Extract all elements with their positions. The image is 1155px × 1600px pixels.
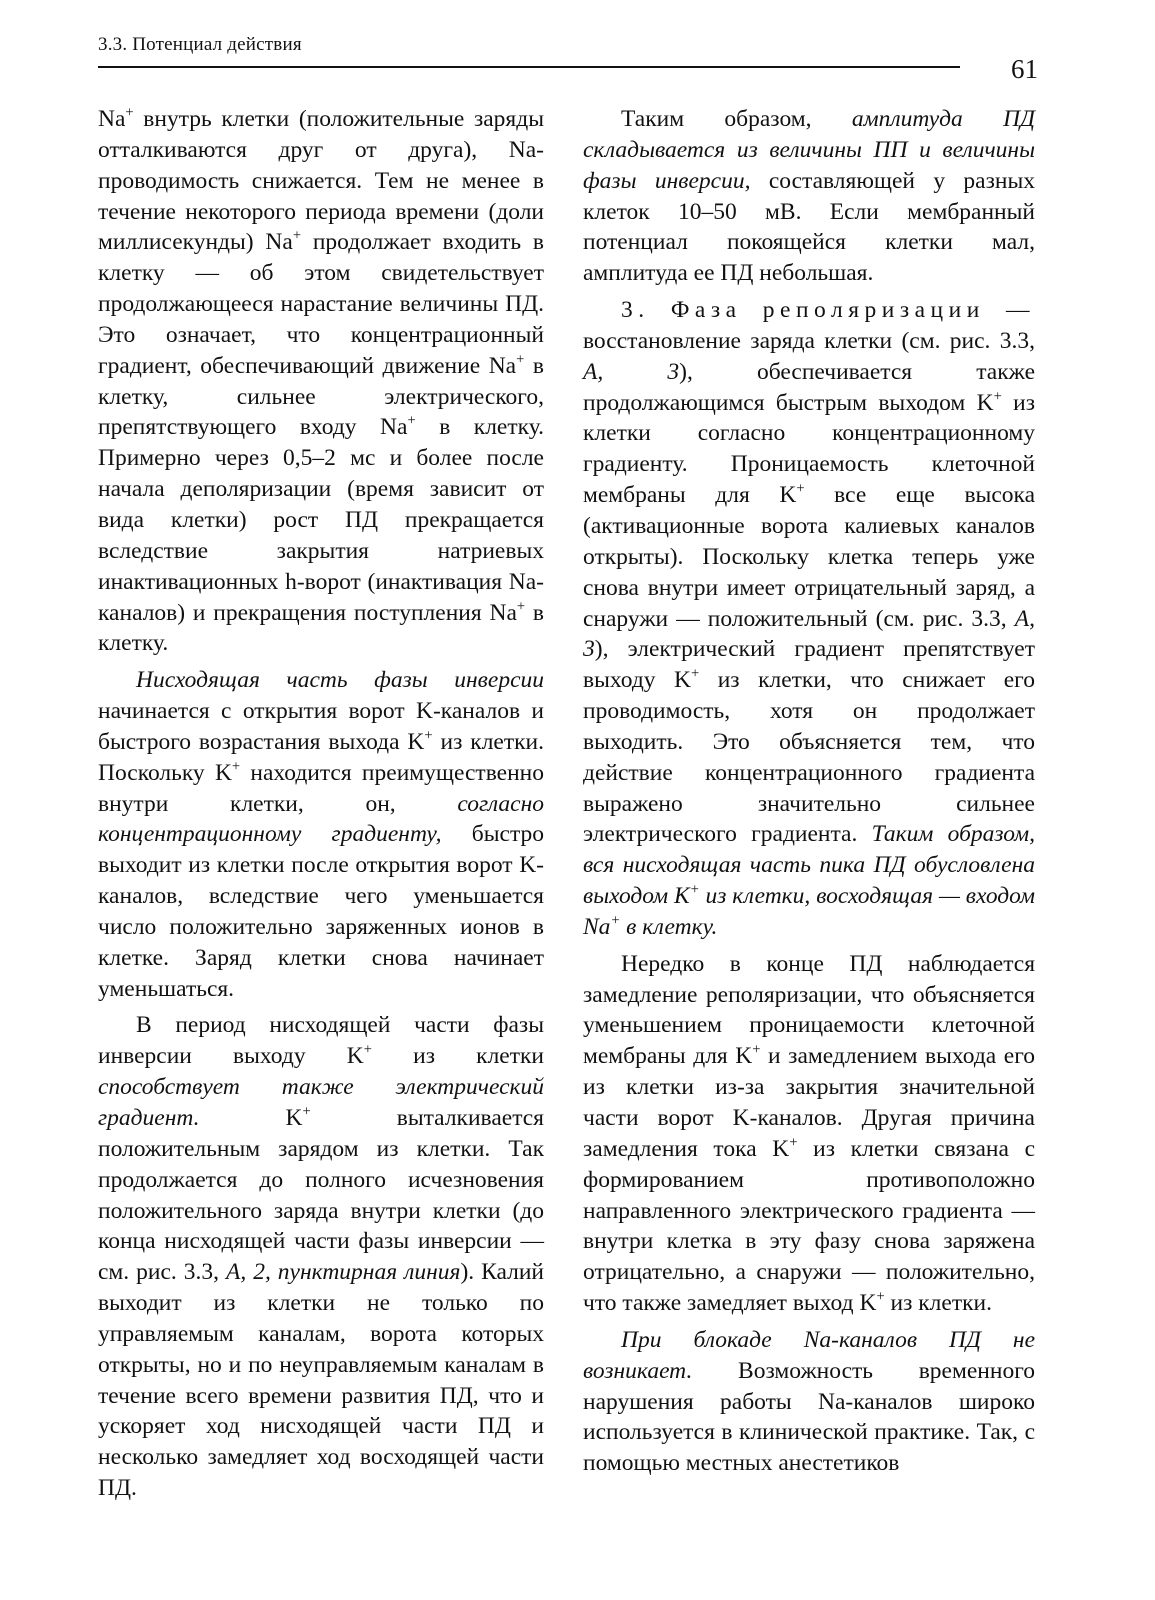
text-run: быстро выходит из клетки после открытия ворот K-каналов, вследствие чего уменьшается число положительно заряженных ионов в клетке. Заряд клетки снова начинает уменьшаться. — [98, 821, 544, 1002]
paragraph — [98, 1010, 544, 1504]
superscript-plus: + — [407, 412, 416, 429]
text-run: выталкивается положительным зарядом из клетки. Так продолжается до полного исчезновения положительного заряда внутри клетки (до конца нисходящей части фазы инверсии — см. рис. 3.3, — [98, 1105, 544, 1286]
paragraph — [98, 665, 544, 1004]
text-run: из клетки согласно концентрационному градиенту. Проницаемость клеточной мембраны для K — [583, 389, 1036, 509]
text-run: K — [199, 1105, 303, 1131]
italic-run: согласно концентрационному градиенту, — [98, 790, 544, 848]
italic-run: амплитуда ПД складывается из величины ПП и величины фазы инверсии, — [583, 106, 1035, 194]
text-run: продолжает входить в клетку — об этом свидетельствует продолжающееся нарастание величины ПД. Это означает, что концентрационный градиент, обеспечивающий движение Na — [98, 229, 545, 379]
text-run: внутрь клетки (положительные заряды отталкиваются друг от друга), Na-проводимость снижается. Тем не менее в течение некоторого периода времени (доли миллисекунды) Na — [98, 106, 544, 256]
text-run: начинается с открытия ворот K-каналов и быстрого возрастания выхода K — [98, 698, 544, 755]
text-run: составляющей у разных клеток 10–50 мВ. Если мембранный потенциал покоящейся клетки мал, амплитуда ее ПД небольшая. — [583, 167, 1035, 287]
italic-run: способствует также электрический градиент. — [98, 1074, 544, 1131]
spaced-heading-run: 3. Фаза реполяризации — — [621, 297, 1035, 324]
superscript-plus: + — [689, 881, 700, 898]
text-run: ). Калий выходит из клетки не только по управляемым каналам, ворота которых открыты, но и по неуправляемым каналам в течение всего времени развития ПД, что и ускоряет ход нисходящей части ПД и несколько замедляет ход восходящей части ПД. — [98, 1259, 544, 1502]
italic-run: Нисходящая часть фазы инверсии — [136, 667, 544, 694]
italic-run: из клетки, восходящая — входом Na — [583, 883, 1035, 940]
text-run: В период нисходящей части фазы инверсии выходу K — [98, 1012, 544, 1070]
text-run: из клетки. Поскольку K — [98, 728, 544, 786]
italic-run: При блокаде Na-каналов ПД не возникает. — [583, 1326, 1035, 1384]
text-run: в клетку. — [98, 599, 544, 657]
superscript-plus: + — [516, 351, 525, 368]
superscript-plus: + — [516, 598, 526, 615]
text-run: ), электрический градиент препятствует выходу K — [583, 636, 1035, 694]
text-run: из клетки. — [884, 1290, 992, 1317]
superscript-plus: + — [789, 1134, 798, 1151]
text-run: из клетки — [371, 1043, 544, 1070]
text-run: Возможность временного нарушения работы Na-каналов широко используется в клинической практике. Так, с помощью местных анестетиков — [583, 1357, 1035, 1477]
superscript-plus: + — [993, 388, 1002, 405]
superscript-plus: + — [752, 1041, 761, 1058]
superscript-plus: + — [292, 227, 302, 244]
text-run: Таким образом, — [621, 106, 852, 132]
superscript-plus: + — [125, 104, 134, 121]
text-run: находится преимущественно внутри клетки, он, — [98, 759, 544, 817]
italic-run: А, 3 — [583, 605, 1035, 663]
paragraph — [583, 949, 1035, 1319]
page-number: 61 — [1011, 54, 1038, 84]
superscript-plus: + — [231, 758, 241, 775]
superscript-plus: + — [796, 480, 805, 497]
superscript-plus: + — [610, 912, 621, 929]
italic-run: в клетку. — [620, 913, 718, 940]
superscript-plus: + — [302, 1103, 311, 1120]
superscript-plus: + — [691, 665, 700, 682]
text-run: восстановление заряда клетки (см. рис. 3.3, — [583, 327, 1035, 354]
text-run: ), обеспечивается также продолжающимся быстрым выходом K — [583, 358, 1035, 416]
text-run: в клетку, сильнее электрического, препятствующего входу Na — [98, 352, 544, 441]
paragraph — [583, 104, 1035, 289]
superscript-plus: + — [876, 1288, 885, 1305]
text-run: все еще высока (активационные ворота калиевых каналов открыты). Поскольку клетка теперь уже снова внутри имеет отрицательный заряд, а снаружи — положительный (см. рис. 3.3, — [583, 482, 1036, 632]
superscript-plus: + — [363, 1041, 372, 1058]
paragraph — [98, 104, 544, 659]
superscript-plus: + — [424, 727, 433, 744]
text-run: Нередко в конце ПД наблюдается замедление реполяризации, что объясняется уменьшением проницаемости клеточной мембраны для K — [583, 950, 1035, 1070]
header-rule — [98, 66, 960, 68]
text-run: в клетку. Примерно через 0,5–2 мс и более после начала деполяризации (время зависит от вида клетки) рост ПД прекращается вследствие закрытия натриевых инактивационных h-ворот (инактивация Na-каналов) и прекращения поступления Na — [98, 414, 544, 626]
left-text-column — [98, 104, 544, 1504]
text-run: и замедлением выхода его из клетки из-за закрытия значительной части ворот K-каналов. Другая причина замедления тока K — [583, 1043, 1035, 1162]
running-head-section-title: 3.3. Потенциал действия — [98, 34, 302, 55]
text-run: из клетки связана с формированием противоположно направленного электрического градиента — внутри клетка в эту фазу снова заряжена отрицательно, а снаружи — положительно, что также замедляет выход K — [583, 1135, 1035, 1317]
paragraph — [583, 295, 1035, 943]
text-run: Na — [98, 106, 126, 132]
italic-run: Таким образом, вся нисходящая часть пика ПД обусловлена выходом K — [583, 821, 1035, 910]
right-text-column — [583, 104, 1035, 1479]
text-run: из клетки, что снижает его проводимость, хотя он продолжает выходить. Это объясняется тем, что действие концентрационного градиента выражено значительно сильнее электрического градиента. — [583, 667, 1035, 848]
italic-run: А, 3 — [583, 358, 680, 385]
italic-run: А, 2, пунктирная линия — [226, 1259, 461, 1286]
paragraph — [583, 1325, 1035, 1479]
page-header — [98, 34, 1038, 84]
